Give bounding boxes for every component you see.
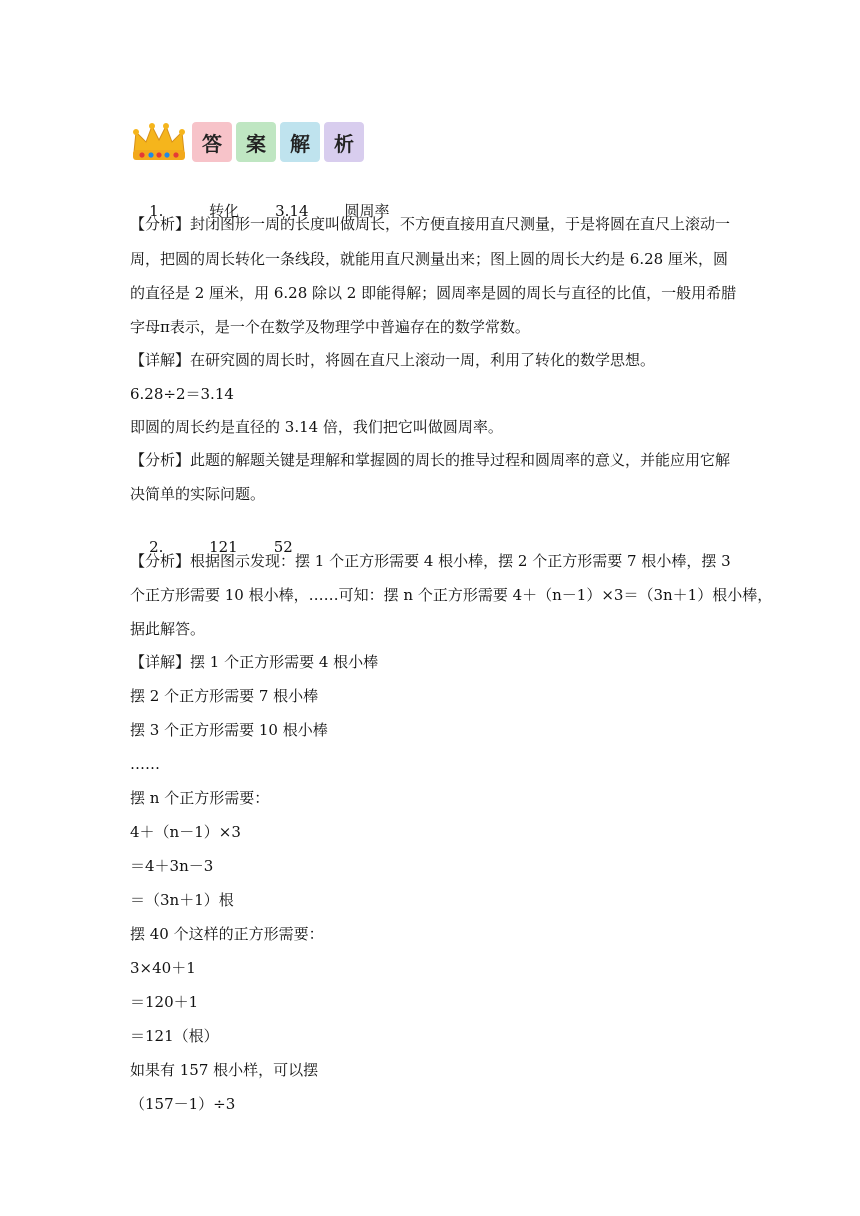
answer-analysis-banner	[130, 118, 368, 162]
answer-blank: 转化	[209, 202, 240, 220]
question-number: 2.	[149, 538, 164, 556]
q1-calculation: 6.28÷2＝3.14	[130, 385, 234, 403]
q2-detail-line: 【详解】摆 1 个正方形需要 4 根小棒	[130, 653, 379, 671]
q1-summary-line: 决简单的实际问题。	[130, 485, 266, 503]
q2-detail-line: 摆 2 个正方形需要 7 根小棒	[130, 687, 319, 705]
answer-blank: 圆周率	[344, 202, 390, 220]
question-number: 1.	[149, 202, 164, 220]
q2-detail-line: ＝（3n＋1）根	[130, 891, 234, 909]
q1-conclusion: 即圆的周长约是直径的 3.14 倍，我们把它叫做圆周率。	[130, 418, 503, 436]
q2-detail-line: （157－1）÷3	[130, 1095, 236, 1113]
q2-detail-line: 4＋（n－1）×3	[130, 823, 241, 841]
banner-char-tile: 析	[324, 122, 364, 162]
crown-icon	[130, 122, 188, 162]
q2-detail-line: 如果有 157 根小样，可以摆	[130, 1061, 319, 1079]
answer-blank: 3.14	[275, 202, 309, 220]
answer-blank: 52	[273, 538, 293, 556]
q2-detail-line: ……	[130, 755, 160, 773]
q1-analysis-line: 【分析】封闭图形一周的长度叫做周长，不方便直接用直尺测量，于是将圆在直尺上滚动一	[130, 215, 731, 233]
q2-analysis-line: 个正方形需要 10 根小棒，……可知：摆 n 个正方形需要 4＋（n－1）×3＝（3n＋1）根小棒，	[130, 586, 773, 604]
q1-analysis-line: 周，把圆的周长转化一条线段，就能用直尺测量出来；图上圆的周长大约是 6.28 厘米，圆	[130, 250, 728, 268]
q1-analysis-line: 字母π表示，是一个在数学及物理学中普遍存在的数学常数。	[130, 318, 530, 336]
q2-analysis-line: 据此解答。	[130, 620, 206, 638]
banner-char-tile: 答	[192, 122, 232, 162]
q1-detail: 【详解】在研究圆的周长时，将圆在直尺上滚动一周，利用了转化的数学思想。	[130, 351, 656, 369]
q1-analysis-line: 的直径是 2 厘米，用 6.28 除以 2 即能得解；圆周率是圆的周长与直径的比值，一般用希腊	[130, 284, 737, 302]
q2-detail-line: 3×40＋1	[130, 959, 196, 977]
q2-analysis-line: 【分析】根据图示发现：摆 1 个正方形需要 4 根小棒，摆 2 个正方形需要 7 根小棒，摆 3	[130, 552, 731, 570]
banner-char-tile: 解	[280, 122, 320, 162]
q2-detail-line: 摆 40 个这样的正方形需要：	[130, 925, 324, 943]
q2-detail-line: 摆 3 个正方形需要 10 根小棒	[130, 721, 328, 739]
q2-detail-line: ＝121（根）	[130, 1027, 219, 1045]
answer-blank: 121	[209, 538, 238, 556]
q2-detail-line: ＝120＋1	[130, 993, 199, 1011]
banner-char-tile: 案	[236, 122, 276, 162]
q2-detail-line: ＝4＋3n－3	[130, 857, 214, 875]
q1-summary-line: 【分析】此题的解题关键是理解和掌握圆的周长的推导过程和圆周率的意义，并能应用它解	[130, 451, 731, 469]
q2-detail-line: 摆 n 个正方形需要：	[130, 789, 270, 807]
